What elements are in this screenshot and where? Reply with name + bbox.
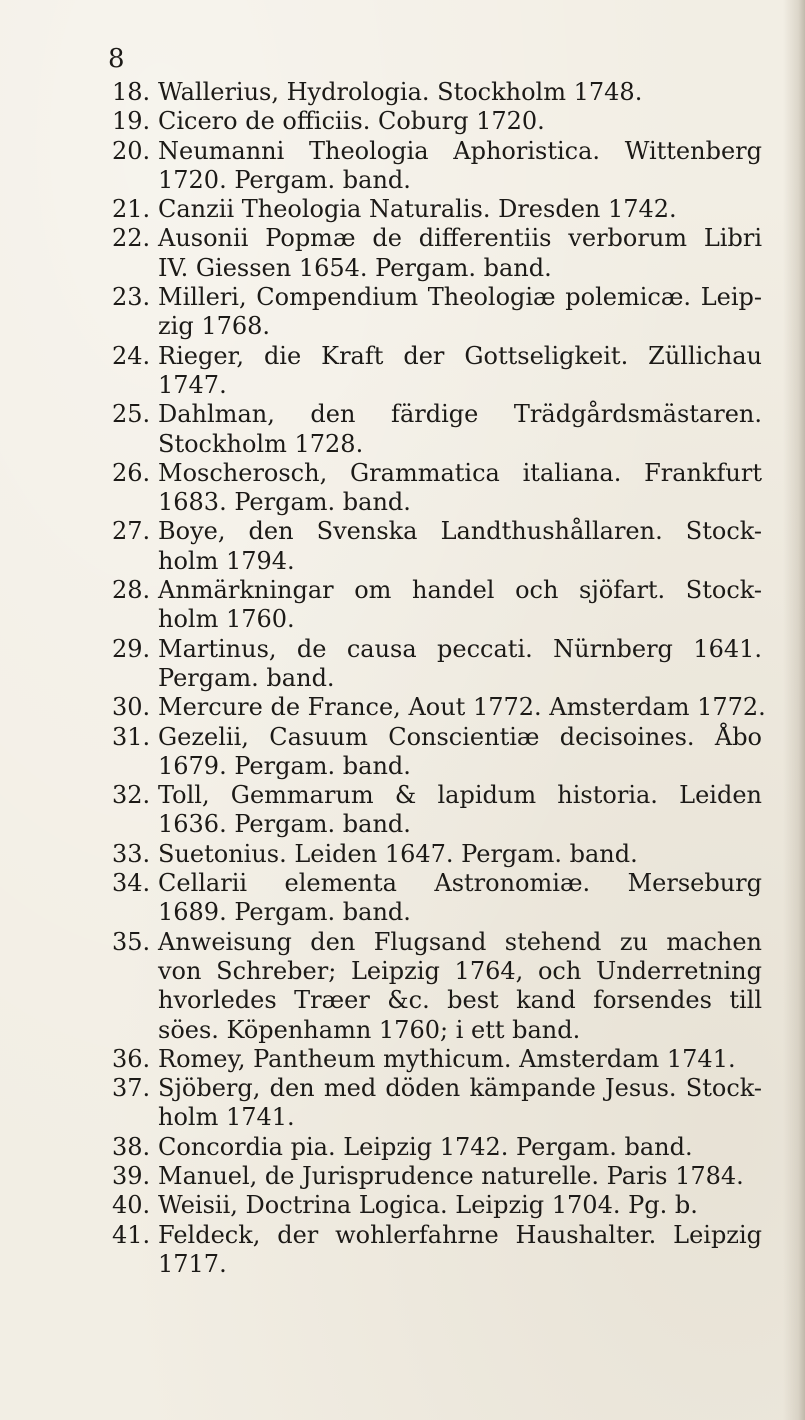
entry-line: holm 1794. [158, 546, 295, 575]
entry-line: Martinus, de causa peccati. Nürnberg 1641. [158, 634, 762, 663]
catalogue-entry [112, 635, 762, 694]
entry-line: 1720. Pergam. band. [158, 165, 411, 194]
catalogue-entry [112, 1191, 762, 1220]
catalogue-entry [112, 1221, 762, 1280]
catalogue-entry [112, 869, 762, 928]
entry-number: 35. [112, 927, 151, 956]
entry-text [158, 107, 762, 136]
entry-line: 1683. Pergam. band. [158, 488, 411, 517]
entry-line: Mercure de France, Aout 1772. Amsterdam 1772. [158, 693, 766, 722]
entry-line: Feldeck, der wohlerfahrne Haushalter. Leipzig [158, 1220, 762, 1249]
catalogue-entries [112, 78, 766, 1279]
entry-number: 33. [112, 839, 151, 868]
entry-text [158, 342, 762, 401]
entry-line: 1689. Pergam. band. [158, 898, 411, 927]
entry-number: 40. [112, 1191, 151, 1220]
entry-line: Anmärkningar om handel och sjöfart. Stock- [158, 576, 762, 605]
catalogue-entry [112, 195, 762, 224]
entry-text [158, 459, 762, 518]
entry-line: holm 1760. [158, 605, 295, 634]
catalogue-entry [112, 224, 762, 283]
entry-line: Boye, den Svenska Landthushållaren. Stock- [158, 517, 762, 546]
entry-line: Weisii, Doctrina Logica. Leipzig 1704. Pg. b. [158, 1191, 698, 1220]
entry-number: 36. [112, 1044, 151, 1073]
entry-text [158, 781, 762, 840]
entry-text [158, 195, 762, 224]
entry-number: 22. [112, 224, 151, 253]
entry-line: IV. Giessen 1654. Pergam. band. [158, 253, 552, 282]
entry-line: Milleri, Compendium Theologiæ polemicæ. Leip- [158, 283, 762, 312]
entry-number: 30. [112, 693, 151, 722]
entry-text [158, 1074, 762, 1133]
entry-number: 27. [112, 517, 151, 546]
catalogue-entry [112, 693, 766, 722]
catalogue-entry [112, 459, 762, 518]
page-number: 8 [108, 44, 125, 74]
catalogue-entry [112, 840, 762, 869]
entry-line: Rieger, die Kraft der Gottseligkeit. Züllichau [158, 341, 762, 370]
entry-text [158, 137, 762, 196]
entry-line: hvorledes Træer &c. best kand forsendes till [158, 986, 762, 1015]
entry-text [158, 400, 762, 459]
entry-text [158, 840, 762, 869]
catalogue-entry [112, 576, 762, 635]
catalogue-entry [112, 342, 762, 401]
entry-number: 38. [112, 1132, 151, 1161]
entry-number: 37. [112, 1074, 151, 1103]
entry-text [158, 283, 762, 342]
entry-line: Gezelii, Casuum Conscientiæ decisoines. Åbo [158, 722, 762, 751]
catalogue-entry [112, 1133, 762, 1162]
entry-number: 28. [112, 576, 151, 605]
entry-text [158, 1045, 762, 1074]
entry-text [158, 78, 762, 107]
entry-text [158, 1221, 762, 1280]
entry-line: zig 1768. [158, 312, 271, 341]
entry-text [158, 1162, 762, 1191]
catalogue-entry [112, 517, 762, 576]
entry-text [158, 869, 762, 928]
entry-text [158, 517, 762, 576]
entry-text [158, 1191, 762, 1220]
catalogue-entry [112, 78, 762, 107]
entry-number: 26. [112, 458, 151, 487]
entry-number: 34. [112, 869, 151, 898]
entry-line: Cicero de officiis. Coburg 1720. [158, 107, 545, 136]
entry-line: Suetonius. Leiden 1647. Pergam. band. [158, 839, 638, 868]
entry-number: 23. [112, 283, 151, 312]
entry-line: holm 1741. [158, 1103, 295, 1132]
entry-line: Moscherosch, Grammatica italiana. Frankfurt [158, 458, 762, 487]
entry-line: Canzii Theologia Naturalis. Dresden 1742. [158, 195, 677, 224]
entry-text [158, 224, 762, 283]
entry-line: Sjöberg, den med döden kämpande Jesus. Stock- [158, 1074, 762, 1103]
catalogue-entry [112, 723, 762, 782]
entry-line: Cellarii elementa Astronomiæ. Merseburg [158, 869, 762, 898]
entry-number: 24. [112, 341, 151, 370]
entry-text [158, 723, 762, 782]
entry-line: Manuel, de Jurisprudence naturelle. Paris 1784. [158, 1161, 744, 1190]
entry-line: Wallerius, Hydrologia. Stockholm 1748. [158, 78, 643, 106]
entry-line: Ausonii Popmæ de differentiis verborum Libri [158, 224, 762, 253]
entry-text [158, 635, 762, 694]
entry-line: Toll, Gemmarum & lapidum historia. Leiden [158, 781, 762, 810]
catalogue-entry [112, 1045, 762, 1074]
entry-line: Anweisung den Flugsand stehend zu machen [158, 927, 762, 956]
entry-number: 31. [112, 722, 151, 751]
catalogue-entry [112, 137, 762, 196]
entry-number: 41. [112, 1220, 151, 1249]
entry-number: 32. [112, 781, 151, 810]
entry-text [158, 1133, 762, 1162]
catalogue-entry [112, 107, 762, 136]
entry-number: 29. [112, 634, 151, 663]
entry-line: 1679. Pergam. band. [158, 751, 411, 780]
entry-number: 18. [112, 78, 151, 106]
entry-line: 1717. [158, 1249, 227, 1278]
entry-line: Concordia pia. Leipzig 1742. Pergam. band. [158, 1132, 693, 1161]
entry-line: Stockholm 1728. [158, 429, 364, 458]
catalogue-entry [112, 283, 762, 342]
entry-number: 21. [112, 195, 151, 224]
catalogue-entry [112, 400, 762, 459]
catalogue-entry [112, 1074, 762, 1133]
entry-text [158, 693, 766, 722]
entry-number: 39. [112, 1161, 151, 1190]
entry-text [158, 928, 762, 1045]
catalogue-entry [112, 781, 762, 840]
entry-line: von Schreber; Leipzig 1764, och Underretning [158, 956, 762, 985]
entry-number: 19. [112, 107, 151, 136]
catalogue-entry [112, 928, 762, 1045]
entry-line: 1747. [158, 370, 227, 399]
entry-number: 20. [112, 136, 151, 165]
entry-line: Romey, Pantheum mythicum. Amsterdam 1741. [158, 1044, 736, 1073]
entry-line: Dahlman, den färdige Trädgårdsmästaren. [158, 400, 762, 429]
page-edge-shadow [783, 0, 805, 1420]
entry-number: 25. [112, 400, 151, 429]
entry-line: Pergam. band. [158, 663, 335, 692]
entry-line: söes. Köpenhamn 1760; i ett band. [158, 1015, 581, 1044]
entry-line: Neumanni Theologia Aphoristica. Wittenberg [158, 136, 762, 165]
catalogue-entry [112, 1162, 762, 1191]
entry-text [158, 576, 762, 635]
entry-line: 1636. Pergam. band. [158, 810, 411, 839]
